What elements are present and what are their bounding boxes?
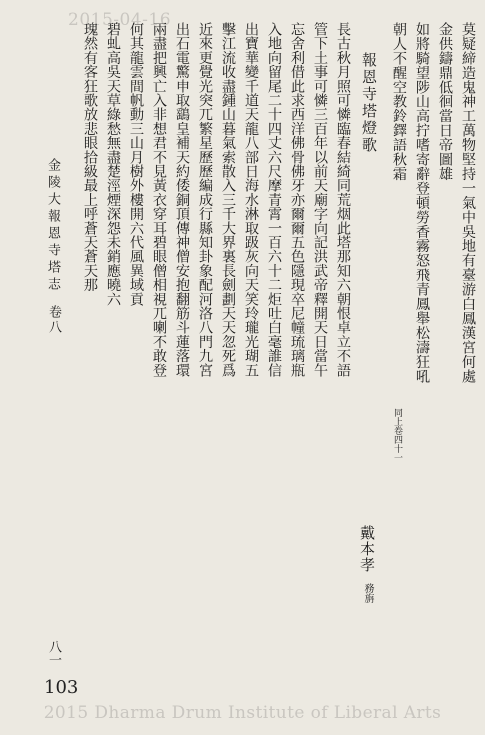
text-column: 如將騎望陟山高拧嗜寄辭登頓勞香霧怒飛青鳳舉松濤狂吼 [414, 22, 430, 384]
text-column: 瑰然有客狂歌放悲眼拾級最上呼蒼天蒼天那 [82, 22, 98, 292]
date-watermark: 2015-04-16 [68, 10, 172, 30]
text-column: 出石電驚申取鷂皇補天約倭銅頂傳神僧安抱翻筋斗蓮落環 [174, 22, 190, 377]
text-column: 出寶華變千道天龍八部日海水淋取趿灰向天笑玲瓏光瑚五 [243, 22, 259, 377]
text-column: 莫疑締造鬼神工萬物堅持一氣中吳地有臺游白鳳漢宮何處 [460, 22, 476, 384]
running-header-volume: 卷八 [46, 305, 61, 335]
poem-title: 報恩寺塔燈歌 [360, 52, 378, 154]
text-column: 金供鑄鼎低徊當日帝圖雄 [437, 22, 453, 181]
text-column: 忘舍利借此求西洋佛骨佛牙亦爾爾五色隱現卒尼幢琉璃瓶 [289, 22, 305, 377]
page-number: 103 [44, 677, 79, 698]
running-header-folio: 八一 [46, 640, 61, 666]
institute-watermark: 2015 Dharma Drum Institute of Liberal Arts [43, 703, 442, 723]
margin-note: 同上卷四十一 [392, 408, 402, 462]
text-column: 近來更覺光突兀繁星歷歷編成行縣知卦象配河洛八門九宮 [197, 22, 213, 377]
text-column: 朝人不醒空教鈴鐸語秋霜 [391, 22, 407, 181]
text-column: 管下土事可憐三百年以前天廟字向記洪武帝釋開天日當午 [312, 22, 328, 377]
poem-author: 戴本孝 [358, 525, 376, 573]
text-column: 長古秋月照可憐臨春結綺同荒烟此塔那知六朝恨卓立不語 [335, 22, 351, 377]
author-note: 務旃 [362, 583, 373, 603]
text-column: 兩盡把興亡入非想君不見黃衣穿耳碧眼僧相視兀喇不敢登 [151, 22, 167, 377]
text-column: 碧虬高吳天草綠愁無盡楚涇煙深怨未銷應曉六 [105, 22, 121, 306]
text-column: 擊江流收盡鍾山暮氣索散入三千大界裏長劍劃天天忽死爲 [220, 22, 236, 377]
text-column: 何其龍雲間帆動三山月樹外樓開六代風異域貢 [128, 22, 144, 306]
running-header-title: 金陵大報恩寺塔志 [45, 158, 60, 294]
text-column: 入地向留尾二十四丈六尺摩青霄一百六十二炬吐白毫誰信 [266, 22, 282, 377]
